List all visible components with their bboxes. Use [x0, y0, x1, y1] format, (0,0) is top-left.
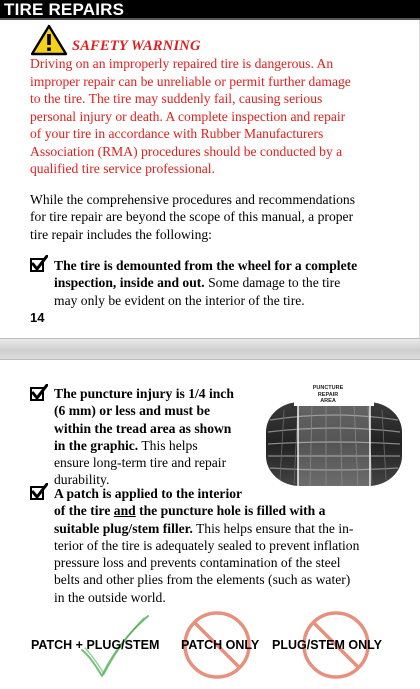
warning-line: of your tire in accordance with Rubber Manufacturers [30, 126, 324, 141]
manual-page-14 [0, 0, 420, 338]
page-gap [0, 338, 420, 360]
step-bold-line: suitable plug/stem filler. [54, 520, 193, 536]
page-number: 14 [30, 310, 45, 325]
caption-line: REPAIR [317, 391, 339, 398]
step-text-line: terior of the tire is adequately sealed to prevent inflation [54, 537, 360, 553]
step-text: This helps [138, 437, 198, 453]
warning-line: qualified tire service professional. [30, 161, 215, 176]
warning-line: to the tire. The tire may suddenly fail, causing serious [30, 91, 323, 106]
warning-line: personal injury or death. A complete inspection and repair [30, 108, 346, 124]
step-text: Some damage to the tire [204, 275, 341, 291]
step-bold-segment: the puncture hole is filled with a [135, 503, 326, 519]
checkbox-checked-icon [30, 255, 48, 273]
checkbox-checked-icon [30, 384, 48, 402]
step-bold-line: (6 mm) or less and must be [54, 403, 211, 419]
warning-line: Driving on an improperly repaired tire is dangerous. An [30, 56, 334, 71]
step-text-line: durability. [54, 472, 110, 488]
section-title: TIRE REPAIRS [4, 0, 125, 19]
caption-line: PUNCTURE [312, 385, 344, 391]
checkbox-checked-icon [30, 483, 48, 501]
step-bold-underlined: and [113, 503, 136, 519]
step-bold-line: The puncture injury is 1/4 inch [54, 386, 234, 401]
warning-title: SAFETY WARNING [72, 38, 201, 54]
step-bold-segment: of the tire [54, 503, 114, 519]
repair-step-demount [54, 257, 414, 309]
section-header [0, 0, 420, 20]
intro-paragraph [30, 191, 406, 243]
step-text-line: in the outside world. [54, 589, 166, 605]
step-bold-line: A patch is applied to the interior [54, 486, 243, 501]
warning-body [30, 55, 408, 178]
step-text-line: belts and other plies from the elements (such as water) [54, 572, 351, 588]
intro-line: tire repair includes the following: [30, 226, 212, 242]
caption-line: AREA [320, 398, 336, 404]
step-bold-line: inspection, inside and out. [54, 275, 205, 291]
step-text-line: ensure long-term tire and repair [54, 455, 227, 471]
step-bold-line: in the graphic. [54, 437, 139, 453]
option-patch-only: PATCH ONLY [181, 638, 260, 652]
warning-line: improper repair can be unreliable or permit further damage [30, 73, 351, 89]
step-text: This helps ensure that the in- [192, 520, 354, 536]
step-text-line: pressure loss and prevents contamination of the steel [54, 555, 341, 571]
warning-line: Association (RMA) procedures should be conducted by a [30, 143, 343, 159]
figure-caption [296, 385, 360, 405]
repair-step-puncture-size [54, 385, 269, 489]
step-text-line: may only be evident on the interior of the tire. [54, 292, 305, 308]
repair-step-patch-plug [54, 485, 414, 606]
option-plug-stem-only: PLUG/STEM ONLY [272, 638, 382, 652]
warning-triangle-icon [30, 24, 68, 56]
step-bold-line: The tire is demounted from the wheel for a complete [54, 258, 358, 273]
option-patch-plug-stem: PATCH + PLUG/STEM [31, 638, 160, 652]
step-bold-line: within the tread area as shown [54, 420, 232, 436]
intro-line: for tire repair are beyond the scope of this manual, a proper [30, 209, 354, 225]
intro-line: While the comprehensive procedures and recommendations [30, 192, 355, 207]
